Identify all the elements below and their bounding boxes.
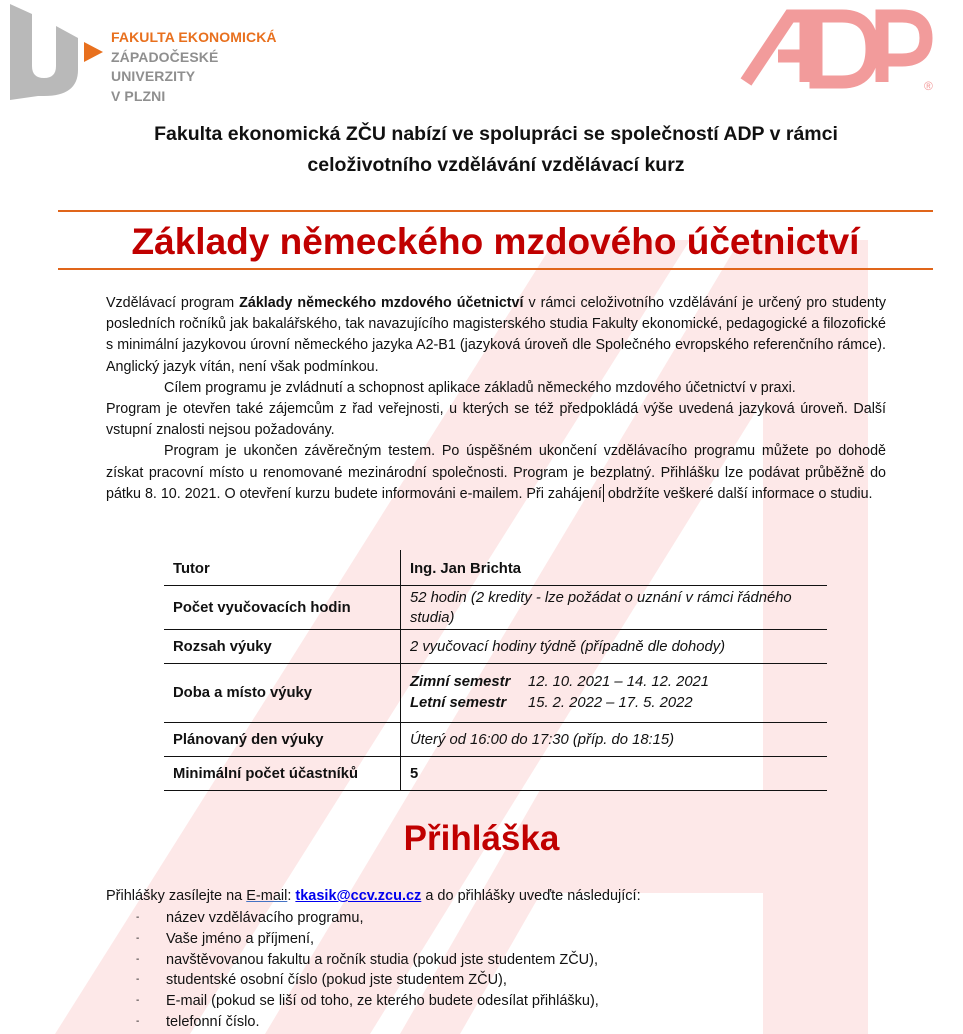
bullet-dash: -: [136, 995, 140, 1007]
row-label: Plánovaný den výuky: [173, 731, 324, 748]
row-label: Tutor: [173, 561, 210, 577]
list-item: [136, 1012, 599, 1033]
faculty-logo-line1: FAKULTA EKONOMICKÁ: [111, 29, 277, 45]
adp-logo: [738, 4, 938, 94]
semester-dates: 15. 2. 2022 – 17. 5. 2022: [528, 695, 693, 711]
semester-summer: [410, 693, 818, 714]
semester-dates: 12. 10. 2021 – 14. 12. 2021: [528, 674, 710, 690]
semester-name: Letní semestr: [410, 695, 507, 711]
row-value: Úterý od 16:00 do 17:30 (příp. do 18:15): [401, 723, 828, 757]
adp-logo-registered: ®: [924, 79, 933, 93]
row-value: 52 hodin (2 kredity - lze požádat o uznání v rámci řádného studia): [401, 586, 828, 630]
paragraph-1-course-name: Základy německého mzdového účetnictví: [239, 295, 524, 311]
list-item-text: telefonní číslo.: [166, 1013, 260, 1030]
orange-arrow-icon: [84, 42, 103, 62]
paragraph-3: Program je otevřen také zájemcům z řad veřejnosti, u kterých se též předpokládá výše uvedená jazyková úroveň. Další vstupní znalosti nejsou požadovány.: [106, 401, 886, 439]
course-info-table: [164, 550, 827, 791]
faculty-logo: [8, 4, 278, 104]
email-label: E-mail: [246, 888, 288, 904]
faculty-logo-line4: V PLZNI: [111, 87, 166, 104]
paragraph-4-part-b: obdržíte veškeré další informace o studiu.: [603, 485, 873, 502]
faculty-logo-line3: UNIVERZITY: [111, 68, 196, 84]
list-item-text: studentské osobní číslo (pokud jste studentem ZČU),: [166, 972, 507, 989]
email-colon: :: [287, 888, 296, 904]
table-row: [164, 664, 827, 723]
row-label: Rozsah výuky: [173, 638, 272, 655]
list-item: [136, 908, 599, 929]
intro-heading: [60, 119, 932, 181]
semester-winter: [410, 672, 818, 693]
zcu-logo-mark-icon: [8, 4, 80, 100]
row-value: [401, 664, 828, 723]
intro-line-2: celoživotního vzdělávání vzdělávací kurz: [307, 154, 685, 176]
table-row: [164, 723, 827, 757]
list-item: [136, 929, 599, 950]
paragraph-1: [106, 293, 886, 378]
application-instructions: [106, 886, 641, 907]
list-item: [136, 970, 599, 991]
table-row: [164, 586, 827, 630]
application-intro-suffix: a do přihlášky uveďte následující:: [421, 888, 641, 904]
application-heading: Přihláška: [403, 819, 560, 858]
semester-name: Zimní semestr: [410, 674, 511, 690]
paragraph-4-part-a: Program je ukončen závěrečným testem. Po úspěšném ukončení vzdělávacího programu můžete po dohodě získat pracovní místo u renomované mezinárodní společnosti. Program je bezplatný. Přihlášku lze podávat průběžně do pátku 8. 10. 2021. O otevření kurzu budete informováni e-mailem. Při zahájení: [106, 443, 886, 502]
course-title: Základy německého mzdového účetnictví: [131, 221, 860, 262]
email-link[interactable]: tkasik@ccv.zcu.cz: [295, 888, 422, 904]
title-rule-top: [58, 210, 933, 212]
bullet-dash: -: [136, 912, 140, 923]
paragraph-2: Cílem programu je zvládnutí a schopnost aplikace základů německého mzdového účetnictví v praxi.: [164, 379, 796, 396]
table-row: [164, 757, 827, 791]
row-label: Doba a místo výuky: [173, 685, 312, 701]
bullet-dash: -: [136, 1015, 140, 1027]
table-row: [164, 630, 827, 664]
bullet-dash: -: [136, 953, 140, 965]
paragraph-1-rest: v rámci celoživotního vzdělávání je určený pro studenty posledních ročníků jak bakalářského, tak navazujícího magisterského studia Fakulty ekonomické, pedagogické a filozofické s minimální jazykovou úrovní německého jazyka A2-B1 (jazyková úroveň dle Společného evropského referenčního rámce). Anglický jazyk vítán, není však podmínkou.: [106, 295, 887, 375]
row-label: Počet vyučovacích hodin: [173, 599, 351, 616]
list-item-text: Vaše jméno a příjmení,: [166, 930, 315, 947]
course-description: [106, 293, 886, 505]
faculty-logo-line2: ZÁPADOČESKÉ: [111, 48, 219, 65]
row-value: 2 vyučovací hodiny týdně (případně dle dohody): [401, 630, 828, 664]
list-item: [136, 950, 599, 971]
title-rule-bottom: [58, 268, 933, 270]
table-row: [164, 550, 827, 586]
required-info-list: [136, 908, 599, 1033]
application-intro-prefix: Přihlášky zasílejte na: [106, 888, 247, 904]
row-value: Ing. Jan Brichta: [401, 550, 828, 586]
row-value: 5: [401, 757, 828, 791]
list-item-text: E-mail (pokud se liší od toho, ze kterého budete odesílat přihlášku),: [166, 993, 599, 1010]
bullet-dash: -: [136, 932, 140, 944]
paragraph-4: [106, 441, 886, 505]
list-item-text: název vzdělávacího programu,: [166, 910, 364, 926]
list-item-text: navštěvovanou fakultu a ročník studia (pokud jste studentem ZČU),: [166, 951, 598, 968]
intro-line-1: Fakulta ekonomická ZČU nabízí ve spolupráci se společností ADP v rámci: [154, 123, 838, 145]
paragraph-1-prefix: Vzdělávací program: [106, 295, 240, 311]
bullet-dash: -: [136, 974, 140, 986]
list-item: [136, 991, 599, 1012]
row-label: Minimální počet účastníků: [173, 765, 358, 782]
